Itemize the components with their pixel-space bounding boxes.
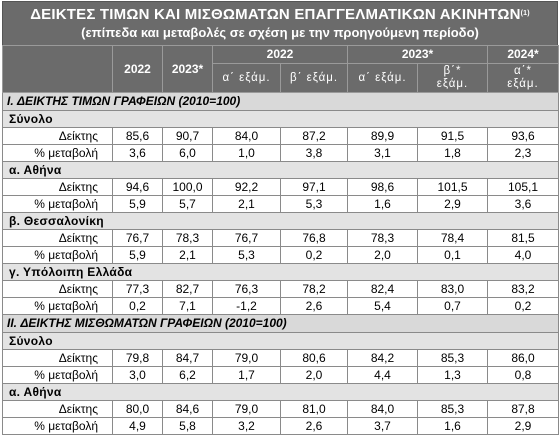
header-col-2023: 2023* — [163, 46, 213, 93]
section-title: I. ΔΕΙΚΤΗΣ ΤΙΜΩΝ ΓΡΑΦΕΙΩΝ (2010=100) — [3, 93, 559, 111]
value-cell: 3,6 — [488, 196, 559, 213]
value-cell: 84,7 — [163, 350, 213, 367]
footnote-marker: (1) — [520, 10, 530, 17]
value-cell: 1,0 — [213, 145, 281, 162]
value-cell: 4,4 — [348, 367, 418, 384]
header-row-years — [3, 46, 559, 64]
row-label: Δείκτης — [3, 128, 113, 145]
value-cell: 5,4 — [348, 298, 418, 315]
value-cell: 78,4 — [418, 230, 488, 247]
group-title: α. Αθήνα — [3, 384, 559, 401]
value-cell: 93,6 — [488, 128, 559, 145]
value-cell: 7,1 — [163, 298, 213, 315]
value-cell: -1,2 — [213, 298, 281, 315]
section-header-row — [3, 315, 559, 333]
header-h2-2023-line1: β΄* — [443, 65, 462, 77]
value-cell: 3,6 — [113, 145, 163, 162]
value-cell: 2,1 — [213, 196, 281, 213]
table-title — [3, 5, 557, 24]
report-sheet — [2, 1, 558, 436]
table-row — [3, 230, 559, 247]
value-cell: 2,6 — [281, 418, 348, 435]
value-cell: 0,1 — [418, 247, 488, 264]
row-label: Δείκτης — [3, 350, 113, 367]
value-cell: 2,9 — [418, 196, 488, 213]
group-title: Σύνολο — [3, 111, 559, 128]
group-title: γ. Υπόλοιπη Ελλάδα — [3, 264, 559, 281]
table-row — [3, 418, 559, 435]
value-cell: 83,2 — [488, 281, 559, 298]
value-cell: 3,0 — [113, 367, 163, 384]
row-label: % μεταβολή — [3, 418, 113, 435]
table-row — [3, 401, 559, 418]
section-title: II. ΔΕΙΚΤΗΣ ΜΙΣΘΩΜΑΤΩΝ ΓΡΑΦΕΙΩΝ (2010=100) — [3, 315, 559, 333]
value-cell: 81,0 — [281, 401, 348, 418]
value-cell: 87,8 — [488, 401, 559, 418]
value-cell: 0,8 — [488, 367, 559, 384]
value-cell: 83,0 — [418, 281, 488, 298]
table-title-text: ΔΕΙΚΤΕΣ ΤΙΜΩΝ ΚΑΙ ΜΙΣΘΩΜΑΤΩΝ ΕΠΑΓΓΕΛΜΑΤΙΚΩΝ ΑΚΙΝΗΤΩΝ — [30, 6, 521, 23]
value-cell: 5,8 — [163, 418, 213, 435]
value-cell: 76,8 — [281, 230, 348, 247]
header-col-2022: 2022 — [113, 46, 163, 93]
row-label: Δείκτης — [3, 230, 113, 247]
price-rent-index-table — [2, 45, 559, 435]
value-cell: 5,7 — [163, 196, 213, 213]
header-h1-2024 — [488, 64, 559, 93]
value-cell: 91,5 — [418, 128, 488, 145]
value-cell: 2,9 — [488, 418, 559, 435]
table-title-bar — [2, 1, 558, 45]
value-cell: 90,7 — [163, 128, 213, 145]
table-row — [3, 281, 559, 298]
table-row — [3, 247, 559, 264]
value-cell: 85,3 — [418, 401, 488, 418]
value-cell: 5,3 — [213, 247, 281, 264]
value-cell: 101,5 — [418, 179, 488, 196]
table-row — [3, 196, 559, 213]
value-cell: 3,1 — [348, 145, 418, 162]
value-cell: 5,9 — [113, 196, 163, 213]
header-h2-2023-line2: εξάμ. — [436, 78, 469, 90]
group-title: β. Θεσσαλονίκη — [3, 213, 559, 230]
row-label: Δείκτης — [3, 281, 113, 298]
header-group-2022: 2022 — [213, 46, 348, 64]
value-cell: 5,3 — [281, 196, 348, 213]
value-cell: 81,5 — [488, 230, 559, 247]
value-cell: 77,3 — [113, 281, 163, 298]
value-cell: 82,4 — [348, 281, 418, 298]
value-cell: 86,0 — [488, 350, 559, 367]
value-cell: 4,9 — [113, 418, 163, 435]
value-cell: 89,9 — [348, 128, 418, 145]
value-cell: 1,7 — [213, 367, 281, 384]
table-subtitle: (επίπεδα και μεταβολές σε σχέση με την προηγούμενη περίοδο) — [81, 25, 479, 40]
value-cell: 0,7 — [418, 298, 488, 315]
value-cell: 2,3 — [488, 145, 559, 162]
header-blank-cell — [3, 46, 113, 93]
header-h1-2022: α΄ εξάμ. — [213, 64, 281, 93]
table-row — [3, 298, 559, 315]
header-h2-2023 — [418, 64, 488, 93]
row-label: % μεταβολή — [3, 145, 113, 162]
value-cell: 2,1 — [163, 247, 213, 264]
value-cell: 6,0 — [163, 145, 213, 162]
table-body — [3, 93, 559, 435]
header-h1-2024-line2: εξάμ. — [507, 78, 539, 90]
value-cell: 82,7 — [163, 281, 213, 298]
table-row — [3, 128, 559, 145]
value-cell: 76,7 — [213, 230, 281, 247]
value-cell: 100,0 — [163, 179, 213, 196]
group-header-row — [3, 333, 559, 350]
value-cell: 76,7 — [113, 230, 163, 247]
group-header-row — [3, 111, 559, 128]
table-row — [3, 350, 559, 367]
value-cell: 98,6 — [348, 179, 418, 196]
value-cell: 85,3 — [418, 350, 488, 367]
value-cell: 0,2 — [113, 298, 163, 315]
group-header-row — [3, 384, 559, 401]
value-cell: 84,6 — [163, 401, 213, 418]
row-label: Δείκτης — [3, 401, 113, 418]
table-row — [3, 179, 559, 196]
value-cell: 3,2 — [213, 418, 281, 435]
header-group-2023: 2023* — [348, 46, 488, 64]
value-cell: 1,6 — [348, 196, 418, 213]
value-cell: 3,7 — [348, 418, 418, 435]
value-cell: 105,1 — [488, 179, 559, 196]
value-cell: 80,6 — [281, 350, 348, 367]
group-title: Σύνολο — [3, 333, 559, 350]
value-cell: 76,3 — [213, 281, 281, 298]
value-cell: 78,2 — [281, 281, 348, 298]
value-cell: 87,2 — [281, 128, 348, 145]
header-h1-2023: α΄ εξάμ. — [348, 64, 418, 93]
value-cell: 6,2 — [163, 367, 213, 384]
table-row — [3, 367, 559, 384]
value-cell: 92,2 — [213, 179, 281, 196]
value-cell: 3,8 — [281, 145, 348, 162]
value-cell: 1,8 — [418, 145, 488, 162]
value-cell: 4,0 — [488, 247, 559, 264]
header-h1-2024-line1: α΄* — [514, 65, 532, 77]
value-cell: 2,0 — [348, 247, 418, 264]
row-label: % μεταβολή — [3, 247, 113, 264]
value-cell: 84,2 — [348, 350, 418, 367]
table-row — [3, 145, 559, 162]
value-cell: 2,0 — [281, 367, 348, 384]
row-label: % μεταβολή — [3, 298, 113, 315]
value-cell: 78,3 — [163, 230, 213, 247]
header-h2-2022: β΄ εξάμ. — [281, 64, 348, 93]
value-cell: 0,2 — [281, 247, 348, 264]
row-label: Δείκτης — [3, 179, 113, 196]
value-cell: 5,9 — [113, 247, 163, 264]
section-header-row — [3, 93, 559, 111]
group-title: α. Αθήνα — [3, 162, 559, 179]
value-cell: 84,0 — [213, 128, 281, 145]
group-header-row — [3, 213, 559, 230]
value-cell: 84,0 — [348, 401, 418, 418]
header-group-2024: 2024* — [488, 46, 559, 64]
group-header-row — [3, 162, 559, 179]
value-cell: 85,6 — [113, 128, 163, 145]
value-cell: 79,0 — [213, 350, 281, 367]
value-cell: 78,3 — [348, 230, 418, 247]
value-cell: 2,6 — [281, 298, 348, 315]
group-header-row — [3, 264, 559, 281]
value-cell: 97,1 — [281, 179, 348, 196]
value-cell: 0,2 — [488, 298, 559, 315]
value-cell: 94,6 — [113, 179, 163, 196]
row-label: % μεταβολή — [3, 196, 113, 213]
value-cell: 79,0 — [213, 401, 281, 418]
value-cell: 1,3 — [418, 367, 488, 384]
value-cell: 1,6 — [418, 418, 488, 435]
value-cell: 80,0 — [113, 401, 163, 418]
row-label: % μεταβολή — [3, 367, 113, 384]
value-cell: 79,8 — [113, 350, 163, 367]
